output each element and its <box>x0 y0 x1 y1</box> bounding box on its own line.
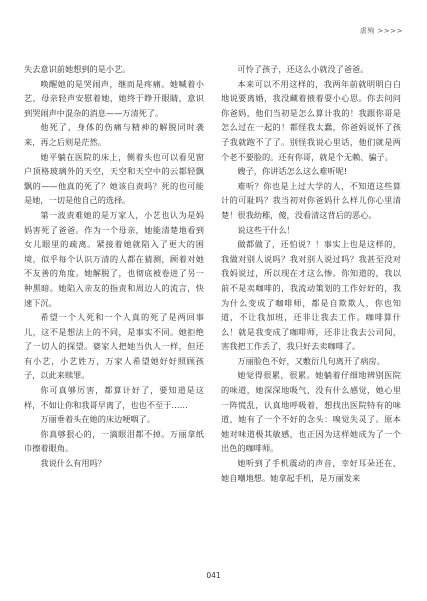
paragraph: 唤醒她的是哭闹声，继而是疼痛。她喊着小艺，母亲轻声安慰着她，她终于睁开眼睛，意识到哭闹声中混杂的消息——万清死了。 <box>24 78 204 118</box>
paragraph: 你可真够厉害，都算计好了，要知道是这样，不如让你和我哥早离了，也也不至于…… <box>24 385 204 410</box>
paragraph: 做都做了，还怕说？！事实上也是这样的，我做对别人说吗？我对别人说过吗？我甚至没对我妈说过，所以现在才这么惨。你知道的，我以前不是卖咖啡的，我流动策划的工作好好的，我为什么变成了咖啡师，都是自欺欺人，你也知道，不让我加班，还非让我去工作。咖啡算什么！就是我变成了咖啡师，还非让我去公司间，害我把工作丢了，我只好去卖咖啡了。 <box>221 239 401 352</box>
paragraph: 她觉得很累，很累。她躺着仔细地辨别医院的味道，她深深地吸气，没有什么感觉，她心里一阵慌乱，认真地呼吸着，想找出医院特有的味道，她有了一个不好的念头：嗅觉失灵了。原本她对味道极其敏感，也正因为这样她成为了一个出色的咖啡师。 <box>221 370 401 454</box>
paragraph: 她平躺在医院的床上，侧着头也可以看见窗户顶格玻璃外的天空，天空和天空中的云都轻飘飘的——他真的死了？她该自责吗？死的也可能是她，一切是他自己的选择。 <box>24 151 204 206</box>
paragraph: 嫂子，你讲话怎么这么难听呢! <box>237 166 348 177</box>
left-text-column <box>24 62 204 471</box>
running-header: 虐殉 >>>> <box>359 27 403 35</box>
paragraph: 她听到了手机震动的声音，幸好耳朵还在，她自嘲地想。她拿起手机，是万丽发来 <box>221 458 401 483</box>
right-text-column <box>221 62 401 485</box>
paragraph: 希望一个人死和一个人真的死了是两回事儿，这不是想法上的不同，是事实不同。她拒绝了一切人的探望。婆家人把她当仇人一样，但还有小艺，小艺姓万，万家人希望她好好照顾孩子，以此来赎罪。 <box>24 312 204 381</box>
paragraph: 失去意识前她想到的是小艺。 <box>24 64 131 74</box>
paragraph: 他死了，身体的伤痛与精神的解脱同时袭来，再之后则是茫然。 <box>24 122 204 147</box>
paragraph: 难听？你也是上过大学的人，不知道这些算计的可耻吗？我当初对你爸妈什么样儿你心里清楚！很我幼稚，傻，没看清这背后的恶心。 <box>221 180 401 220</box>
paragraph: 本来可以不用这样的，我两年前就明明白白地说要离婚，我没藏着掖着耍小心思。你去问问你爸妈，他们当初是怎么算计我的！我跟你哥是怎么过在一起的！都怪我太蠢，你爸妈说怀了孩子我就跑不了了。别怪我说心里话，他们就是两个老不要脸的。还有你哥，就是个无赖、骗子。 <box>221 78 401 162</box>
paragraph: 万丽脸色不好，又敷衍几句离开了病房。 <box>237 355 385 366</box>
paragraph: 万丽垂着头在她的床边哽咽了。 <box>40 414 156 425</box>
paragraph: 说这些干什么！ <box>237 224 295 235</box>
page-number: 041 <box>206 571 221 580</box>
paragraph: 你真够狠心的，一滴眼泪都不掉。万丽拿纸巾擦着眼角。 <box>24 428 204 454</box>
paragraph: 我说什么有用吗？ <box>40 458 106 469</box>
paragraph: 第一波责难她的是万家人，小艺也认为是妈妈害死了爸爸。作为一个母亲，她能清楚地看到女儿眼里的疏离。紧接着她就陷入了更大的困境，似乎每个认识万清的人都在猜测，顾着对她不友善的角度。她解脱了，也彻底被卷进了另一种黑暗。她陷入亲友的指责和周边人的流言，快速下沉。 <box>24 209 204 308</box>
paragraph: 可怜了孩子，还这么小就没了爸爸。 <box>237 64 369 74</box>
